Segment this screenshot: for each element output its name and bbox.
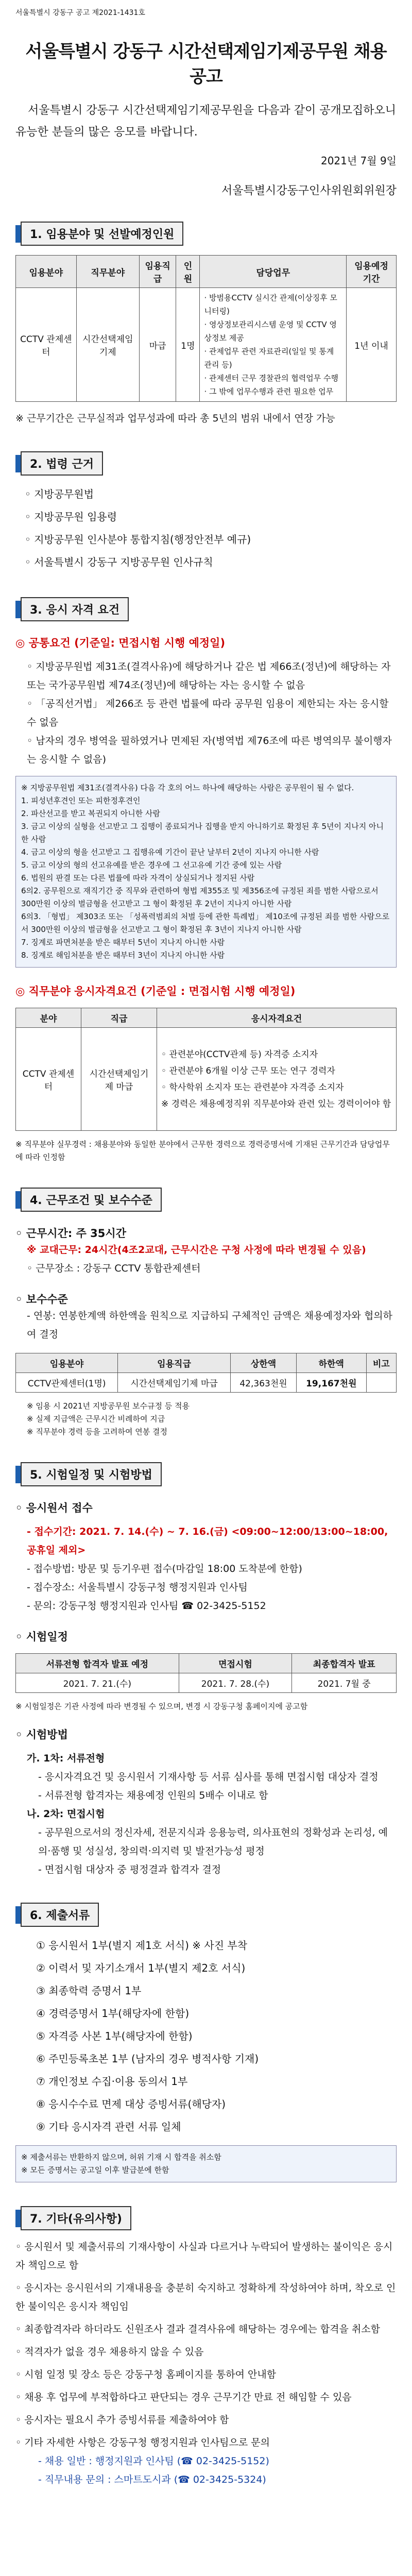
list-item: ◦ 지방공무원법 제31조(결격사유)에 해당하거나 같은 법 제66조(정년)에 해당하는 자 또는 국가공무원법 제74조(정년)에 해당하는 자는 응시할 수 없음 [27,661,391,691]
list-item: ◦ 「공직선거법」 제266조 등 관련 법률에 따라 공무원 임용이 제한되는 자는 응시할 수 없음 [27,698,389,728]
list-item: ◦ 서울특별시 강동구 지방공무원 인사규칙 [25,556,213,568]
application-details: - 접수기간: 2021. 7. 14.(수) ~ 7. 16.(금) <09:00~12:00/13:00~18:00, 공휴일 제외> - 접수방법: 방문 및 등기우편 접수(마감일 18:00 도착분에 한함) - 접수장소: 서울특별시 강동구청 행정지원과 인사팀 - 문의: 강동구청 행정지원과 인사팀 ☎ 02-3425-5152 [27,1526,388,1612]
pay-title: ◦ 보수수준 [15,1293,68,1306]
method-list: 가. 1차: 서류전형 - 응시자격요건 및 응시원서 기재사항 등 서류 심사를 통해 면접시험 대상자 결정 - 서류전형 합격자는 채용예정 인원의 5배수 이내로 함 나. 2차: 면접시험 - 공무원으로서의 정신자세, 전문지식과 응용능력, 의사표현의 정확성과 논리성, 예의·품행 및 성실성, 창의력·의지력 및 발전가능성 평정 - 면접시험 대상자 중 평정결과 합격자 결정 [27,1753,388,1875]
notes-list [15,2238,397,2489]
schedule-table: 서류전형 합격자 발표 예정 면접시험 최종합격자 발표 2021. 7. 21.(수) 2021. 7. 28.(수) 2021. 7월 중 [15,1653,397,1693]
schedule-note: ※ 시험일정은 기관 사정에 따라 변경될 수 있으며, 변경 시 강동구청 홈페이지에 공고함 [15,1702,308,1711]
list-item: ◦ 지방공무원 임용령 [25,511,117,523]
announcement-document [15,7,397,2489]
pay-table: 임용분야 임용직급 상한액 하한액 비고 CCTV관제센터(1명) 시간선택제임기제 마급 42,363천원 19,167천원 [15,1353,397,1393]
notice-number: 서울특별시 강동구 공고 제2021-1431호 [15,9,145,17]
method-title: ◦ 시험방법 [15,1728,68,1741]
list-item: ◦ 지방공무원법 [25,488,94,500]
shift-note: ※ 교대근무: 24시간(4조2교대, 근무시간은 구청 사정에 따라 변경될 수 있음) [27,1244,366,1256]
pay-notes: ※ 임용 시 2021년 지방공무원 보수규정 등 적용 ※ 실제 지급액은 근무시간 비례하여 지급 ※ 직무분야 경력 등을 고려하여 연봉 결정 [27,1401,190,1436]
section-1-note: ※ 근무기간은 근무실적과 업무성과에 따라 총 5년의 범위 내에서 연장 가능 [15,413,335,424]
recruitment-table: 임용분야 직무분야 임용직급 인원 담당업무 임용예정기간 CCTV 관제센터 시간선택제임기제 마급 1명 · 방범용CCTV 실시간 관제(이상징후 모니터링) · 영상정보관리시스템 운영 및 CCTV 영상정보 제공 · 관제업무 관련 자료관리(일일 및 통계 관리 등) · 관제센터 근무 경찰관의 협력업무 수행 · 그 밖에 업무수행과 관련 필요한 업무 1년 이내 [15,255,397,402]
common-requirements-title: ◎ 공통요건 (기준일: 면접시험 시행 예정일) [15,637,226,649]
list-item: ⑥ 주민등록초본 1부 (남자의 경우 병적사항 기재) [36,2053,259,2065]
application-title: ◦ 응시원서 접수 [15,1502,93,1514]
section-4-heading: 4. 근무조건 및 보수수준 [15,1188,397,1212]
list-item: ⑦ 개인정보 수집·이용 동의서 1부 [36,2075,188,2088]
pay-description: - 연봉: 연봉한계액 하한액을 원칙으로 지급하되 구체적인 금액은 채용예정자와 협의하여 결정 [27,1310,393,1340]
list-item: ◦ 기타 자세한 사항은 강동구청 행정지원과 인사팀으로 문의 [15,2437,270,2448]
list-item: ◦ 최종합격자라 하더라도 신원조사 결과 결격사유에 해당하는 경우에는 합격을 취소함 [15,2324,380,2335]
list-item: ◦ 응시자는 필요시 추가 증빙서류를 제출하여야 함 [15,2414,229,2426]
section-6-heading: 6. 제출서류 [15,1903,397,1927]
field-requirements-note: ※ 직무분야 실무경력 : 채용분야와 동일한 분야에서 근무한 경력으로 경력증명서에 기재된 근무기간과 담당업무에 따라 인정함 [15,1140,390,1162]
list-item: ③ 최종학력 증명서 1부 [36,1985,142,1997]
section-2-heading: 2. 법령 근거 [15,451,397,476]
list-item: ◦ 적격자가 없을 경우 채용하지 않을 수 있음 [15,2346,204,2358]
list-item: ◦ 채용 후 업무에 부적합하다고 판단되는 경우 근무기간 만료 전 해임할 수 있음 [15,2392,352,2403]
contact-general: - 채용 일반 : 행정지원과 인사팀 (☎ 02-3425-5152) [38,2455,269,2467]
section-5-heading: 5. 시험일정 및 시험방법 [15,1462,397,1486]
list-item: ④ 경력증명서 1부(해당자에 한함) [36,2007,190,2020]
list-item: ◦ 지방공무원 인사분야 통합지침(행정안전부 예규) [25,533,251,546]
lead-paragraph: 서울특별시 강동구 시간선택제임기제공무원을 다음과 같이 공개모집하오니 유능한 분들의 많은 응모를 바랍니다. [15,104,397,139]
work-hours: ◦ 근무시간: 주 35시간 [15,1227,126,1240]
list-item: ⑨ 기타 응시자격 관련 서류 일체 [36,2121,181,2133]
list-item: ◦ 응시자는 응시원서의 기재내용을 충분히 숙지하고 정확하게 작성하여야 하며, 착오로 인한 불이익은 응시자 책임임 [15,2282,396,2312]
contact-duty: - 직무내용 문의 : 스마트도시과 (☎ 02-3425-5324) [38,2474,266,2485]
work-location: ◦ 근무장소 : 강동구 CCTV 통합관제센터 [27,1263,201,1274]
section-7-heading: 7. 기타(유의사항) [15,2206,397,2230]
list-item: ⑧ 응시수수료 면제 대상 증빙서류(해당자) [36,2098,226,2110]
disqualification-note: ※ 지방공무원법 제31조(결격사유) 다음 각 호의 어느 하나에 해당하는 사람은 공무원이 될 수 없다. 1. 피성년후견인 또는 피한정후견인 2. 파산선고를 받고 복권되지 아니한 사람 3. 금고 이상의 실형을 선고받고 그 집행이 종료되거나 집행을 받지 아니하기로 확정된 후 5년이 지나지 아니한 사람 4. 금고 이상의 형을 선고받고 그 집행유예 기간이 끝난 날부터 2년이 지나지 아니한 사람 5. 금고 이상의 형의 선고유예를 받은 경우에 그 선고유예 기간 중에 있는 사람 6. 법원의 판결 또는 다른 법률에 따라 자격이 상실되거나 정지된 사람 6의2. 공무원으로 재직기간 중 직무와 관련하여 형법 제355조 및 제356조에 규정된 죄를 범한 사람으로서 300만원 이상의 벌금형을 선고받고 그 형이 확정된 후 2년이 지나지 아니한 사람 6의3. 「형법」 제303조 또는 「성폭력범죄의 처벌 등에 관한 특례법」 제10조에 규정된 죄를 범한 사람으로서 300만원 이상의 벌금형을 선고받고 그 형이 확정된 후 3년이 지나지 아니한 사람 7. 징계로 파면처분을 받은 때부터 5년이 지나지 아니한 사람 8. 징계로 해임처분을 받은 때부터 3년이 지나지 아니한 사람 [15,776,397,968]
section-3-heading: 3. 응시 자격 요건 [15,597,397,621]
documents-note: ※ 제출서류는 반환하지 않으며, 허위 기재 시 합격을 취소함 ※ 모든 증명서는 공고일 이후 발급분에 한함 [15,2145,397,2182]
common-requirements [15,657,397,769]
field-requirements-table: 분야 직급 응시자격요건 CCTV 관제센터 시간선택제임기제 마급 ◦ 관련분야(CCTV관제 등) 자격증 소지자 ◦ 관련분야 6개월 이상 근무 또는 연구 경력자 ◦ 학사학위 소지자 또는 관련분야 자격증 소지자 ※ 경력은 채용예정직위 직무분야와 관련 있는 경력이어야 함 [15,1008,397,1131]
issuing-organization: 서울특별시강동구인사위원회위원장 [221,184,397,197]
page-title: 서울특별시 강동구 시간선택제임기제공무원 채용 공고 [25,41,387,87]
schedule-title: ◦ 시험일정 [15,1631,68,1643]
section-marker [15,225,21,243]
list-item: ② 이력서 및 자기소개서 1부(별지 제2호 서식) [36,1962,246,1974]
section-1-heading: 1. 임용분야 및 선발예정인원 [15,222,397,246]
list-item: ⑤ 자격증 사본 1부(해당자에 한함) [36,2030,193,2042]
list-item: ◦ 남자의 경우 병역을 필하였거나 면제된 자(병역법 제76조에 따른 병역의무 불이행자는 응시할 수 없음) [27,735,392,765]
field-requirements-title: ◎ 직무분야 응시자격요건 (기준일 : 면접시험 시행 예정일) [15,985,296,997]
announcement-date: 2021년 7월 9일 [320,155,397,167]
documents-list [15,1934,397,2138]
list-item: ◦ 시험 일정 및 장소 등은 강동구청 홈페이지를 통하여 안내함 [15,2369,277,2380]
law-list [15,483,397,573]
list-item: ◦ 응시원서 및 제출서류의 기재사항이 사실과 다르거나 누락되어 발생하는 불이익은 응시자 책임으로 함 [15,2241,393,2271]
list-item: ① 응시원서 1부(별지 제1호 서식) ※ 사진 부착 [36,1939,248,1952]
